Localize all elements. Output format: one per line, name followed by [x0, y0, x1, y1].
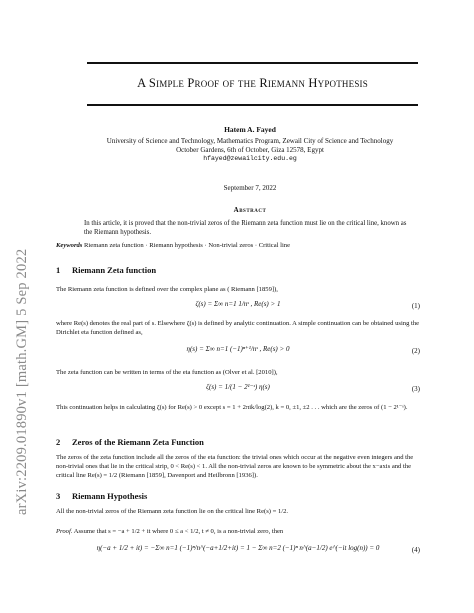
keywords-label: Keywords — [56, 242, 83, 249]
section-1-number: 1 — [56, 265, 61, 275]
section-3-heading — [56, 491, 147, 501]
paragraph-2: where Re(s) denotes the real part of s. Elsewhere ζ(s) is defined by analytic continuation. A simple continuation can be obtained using the Dirichlet eta function defined as, — [56, 320, 420, 337]
abstract-heading-text: Abstract — [233, 206, 267, 214]
paper-date: September 7, 2022 — [223, 184, 277, 192]
keywords-line — [56, 242, 446, 249]
section-3-title: Riemann Hypothesis — [72, 491, 148, 501]
paragraph-7 — [56, 527, 420, 536]
affiliation-line-1: University of Science and Technology, Mathematics Program, Zewail City of Science and Technology — [106, 137, 394, 145]
equation-4-body: η(−a + 1/2 + it) = −Σ∞ n=1 (−1)ⁿ/n^(−a+1/2+it) = 1 − Σ∞ n=2 (−1)ⁿ n^(a−1/2) e^(−it log(n)) = 0 — [96, 544, 380, 552]
section-3-number: 3 — [56, 491, 61, 501]
paragraph-6: All the non-trivial zeros of the Riemann zeta function lie on the critical line Re(s) = 1/2. — [56, 508, 289, 515]
author-email[interactable]: hfayed@zewailcity.edu.eg — [203, 155, 297, 162]
abstract-text: In this article, it is proved that the non-trivial zeros of the Riemann zeta function must lie on the critical line, known as the Riemann hypothesis. — [84, 220, 407, 236]
title-rule-bottom — [87, 104, 418, 106]
section-2-heading — [56, 437, 204, 447]
section-2-number: 2 — [56, 437, 61, 447]
section-1-heading — [56, 265, 156, 275]
equation-4 — [56, 541, 420, 565]
equation-4-number: (4) — [411, 546, 420, 554]
equation-2-body: η(s) = Σ∞ n=1 (−1)ⁿ⁺¹/nˢ , Re(s) > 0 — [186, 345, 290, 353]
proof-text: Assume that s = −a + 1/2 + it where 0 ≤ a < 1/2, t ≠ 0, is a non-trivial zero, then — [73, 528, 284, 535]
equation-1-number: (1) — [411, 302, 420, 310]
title-rule-top — [87, 62, 418, 64]
section-1-title: Riemann Zeta function — [72, 265, 157, 275]
arxiv-identifier[interactable]: arXiv:2209.01890v1 [math.GM] 5 Sep 2022 — [14, 248, 30, 515]
paragraph-1: The Riemann zeta function is defined over the complex plane as ( Riemann [1859]), — [56, 286, 278, 293]
equation-3-number: (3) — [411, 385, 420, 393]
paper-title — [87, 76, 418, 91]
paragraph-3: The zeta function can be written in terms of the eta function as (Olver et al. [2010]), — [56, 369, 278, 376]
equation-3 — [56, 380, 420, 400]
paragraph-4: This continuation helps in calculating ζ(s) for Re(s) > 0 except s = 1 + 2πik/log(2), k = 0, ±1, ±2 . . . which are the zeros of (1 − 2¹⁻ˢ). — [56, 404, 408, 411]
title-text: A Simple Proof of the Riemann Hypothesis — [137, 76, 368, 90]
section-2-title: Zeros of the Riemann Zeta Function — [72, 437, 204, 447]
equation-3-body: ζ(s) = 1/(1 − 2¹⁻ˢ) η(s) — [206, 383, 270, 391]
equation-1 — [56, 297, 420, 319]
proof-label: Proof. — [56, 528, 73, 535]
equation-1-body: ζ(s) = Σ∞ n=1 1/nˢ , Re(s) > 1 — [195, 300, 281, 308]
keywords-text: Riemann zeta function · Riemann hypothesis · Non-trivial zeros · Critical line — [84, 242, 291, 249]
affiliation-line-2: October Gardens, 6th of October, Giza 12578, Egypt — [176, 146, 324, 154]
author-name: Hatem A. Fayed — [224, 125, 276, 134]
equation-2 — [56, 342, 420, 366]
paragraph-5: The zeros of the zeta function include all the zeros of the eta function: the trivial ones which occur at the negative even integers and the non-trivial ones that lie in the critical strip, 0 < Re(s) < 1. All the non-trivial zeros are known to be symmetric about the x−axis and the critical line Re(s) = 1/2 (Riemann [1859], Davenport and Heilbronn [1936]). — [56, 454, 414, 480]
abstract-heading — [60, 206, 440, 214]
equation-2-number: (2) — [411, 347, 420, 355]
